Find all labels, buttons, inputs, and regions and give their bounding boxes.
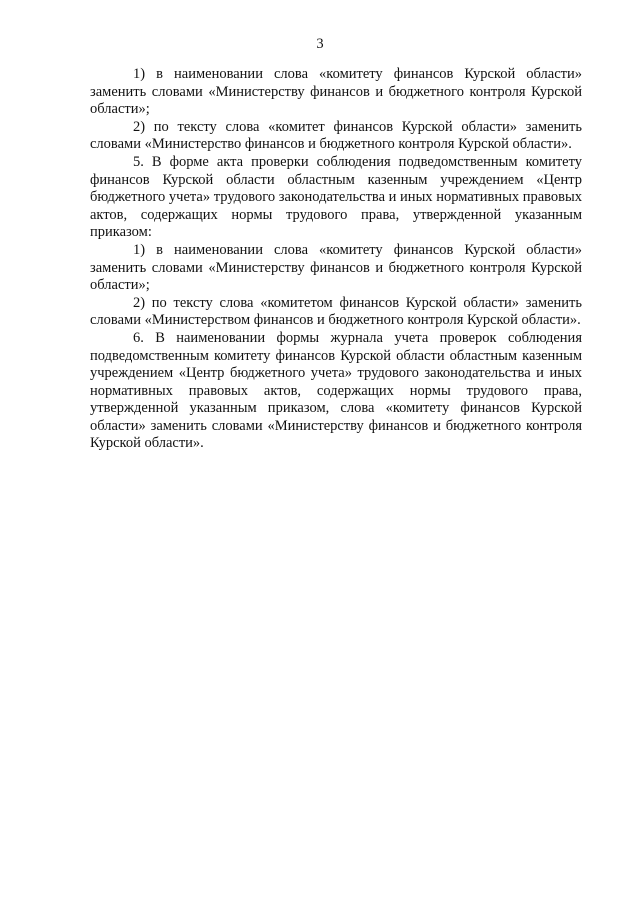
document-body — [90, 66, 582, 453]
paragraph-item-2: 2) по тексту слова «комитет финансов Курской области» заменить словами «Министерство финансов и бюджетного контроля Курской области». — [90, 118, 582, 153]
paragraph-section-5-item-1: 1) в наименовании слова «комитету финансов Курской области» заменить словами «Министерству финансов и бюджетного контроля Курской области»; — [90, 241, 582, 294]
paragraph-section-6: 6. В наименовании формы журнала учета проверок соблюдения подведомственным комитету финансов Курской области областным казенным учреждением «Центр бюджетного учета» трудового законодательства и иных нормативных правовых актов, содержащих нормы трудового права, утвержденной указанным приказом, слова «комитету финансов Курской области» заменить словами «Министерству финансов и бюджетного контроля Курской области». — [90, 329, 582, 452]
paragraph-item-1: 1) в наименовании слова «комитету финансов Курской области» заменить словами «Министерству финансов и бюджетного контроля Курской области»; — [90, 66, 582, 118]
paragraph-section-5-item-2: 2) по тексту слова «комитетом финансов Курской области» заменить словами «Министерством финансов и бюджетного контроля Курской области». — [90, 294, 582, 329]
paragraph-section-5: 5. В форме акта проверки соблюдения подведомственным комитету финансов Курской области областным казенным учреждением «Центр бюджетного учета» трудового законодательства и иных нормативных правовых актов, содержащих нормы трудового права, утвержденной указанным приказом: — [90, 153, 582, 241]
page-number: 3 — [316, 36, 324, 52]
